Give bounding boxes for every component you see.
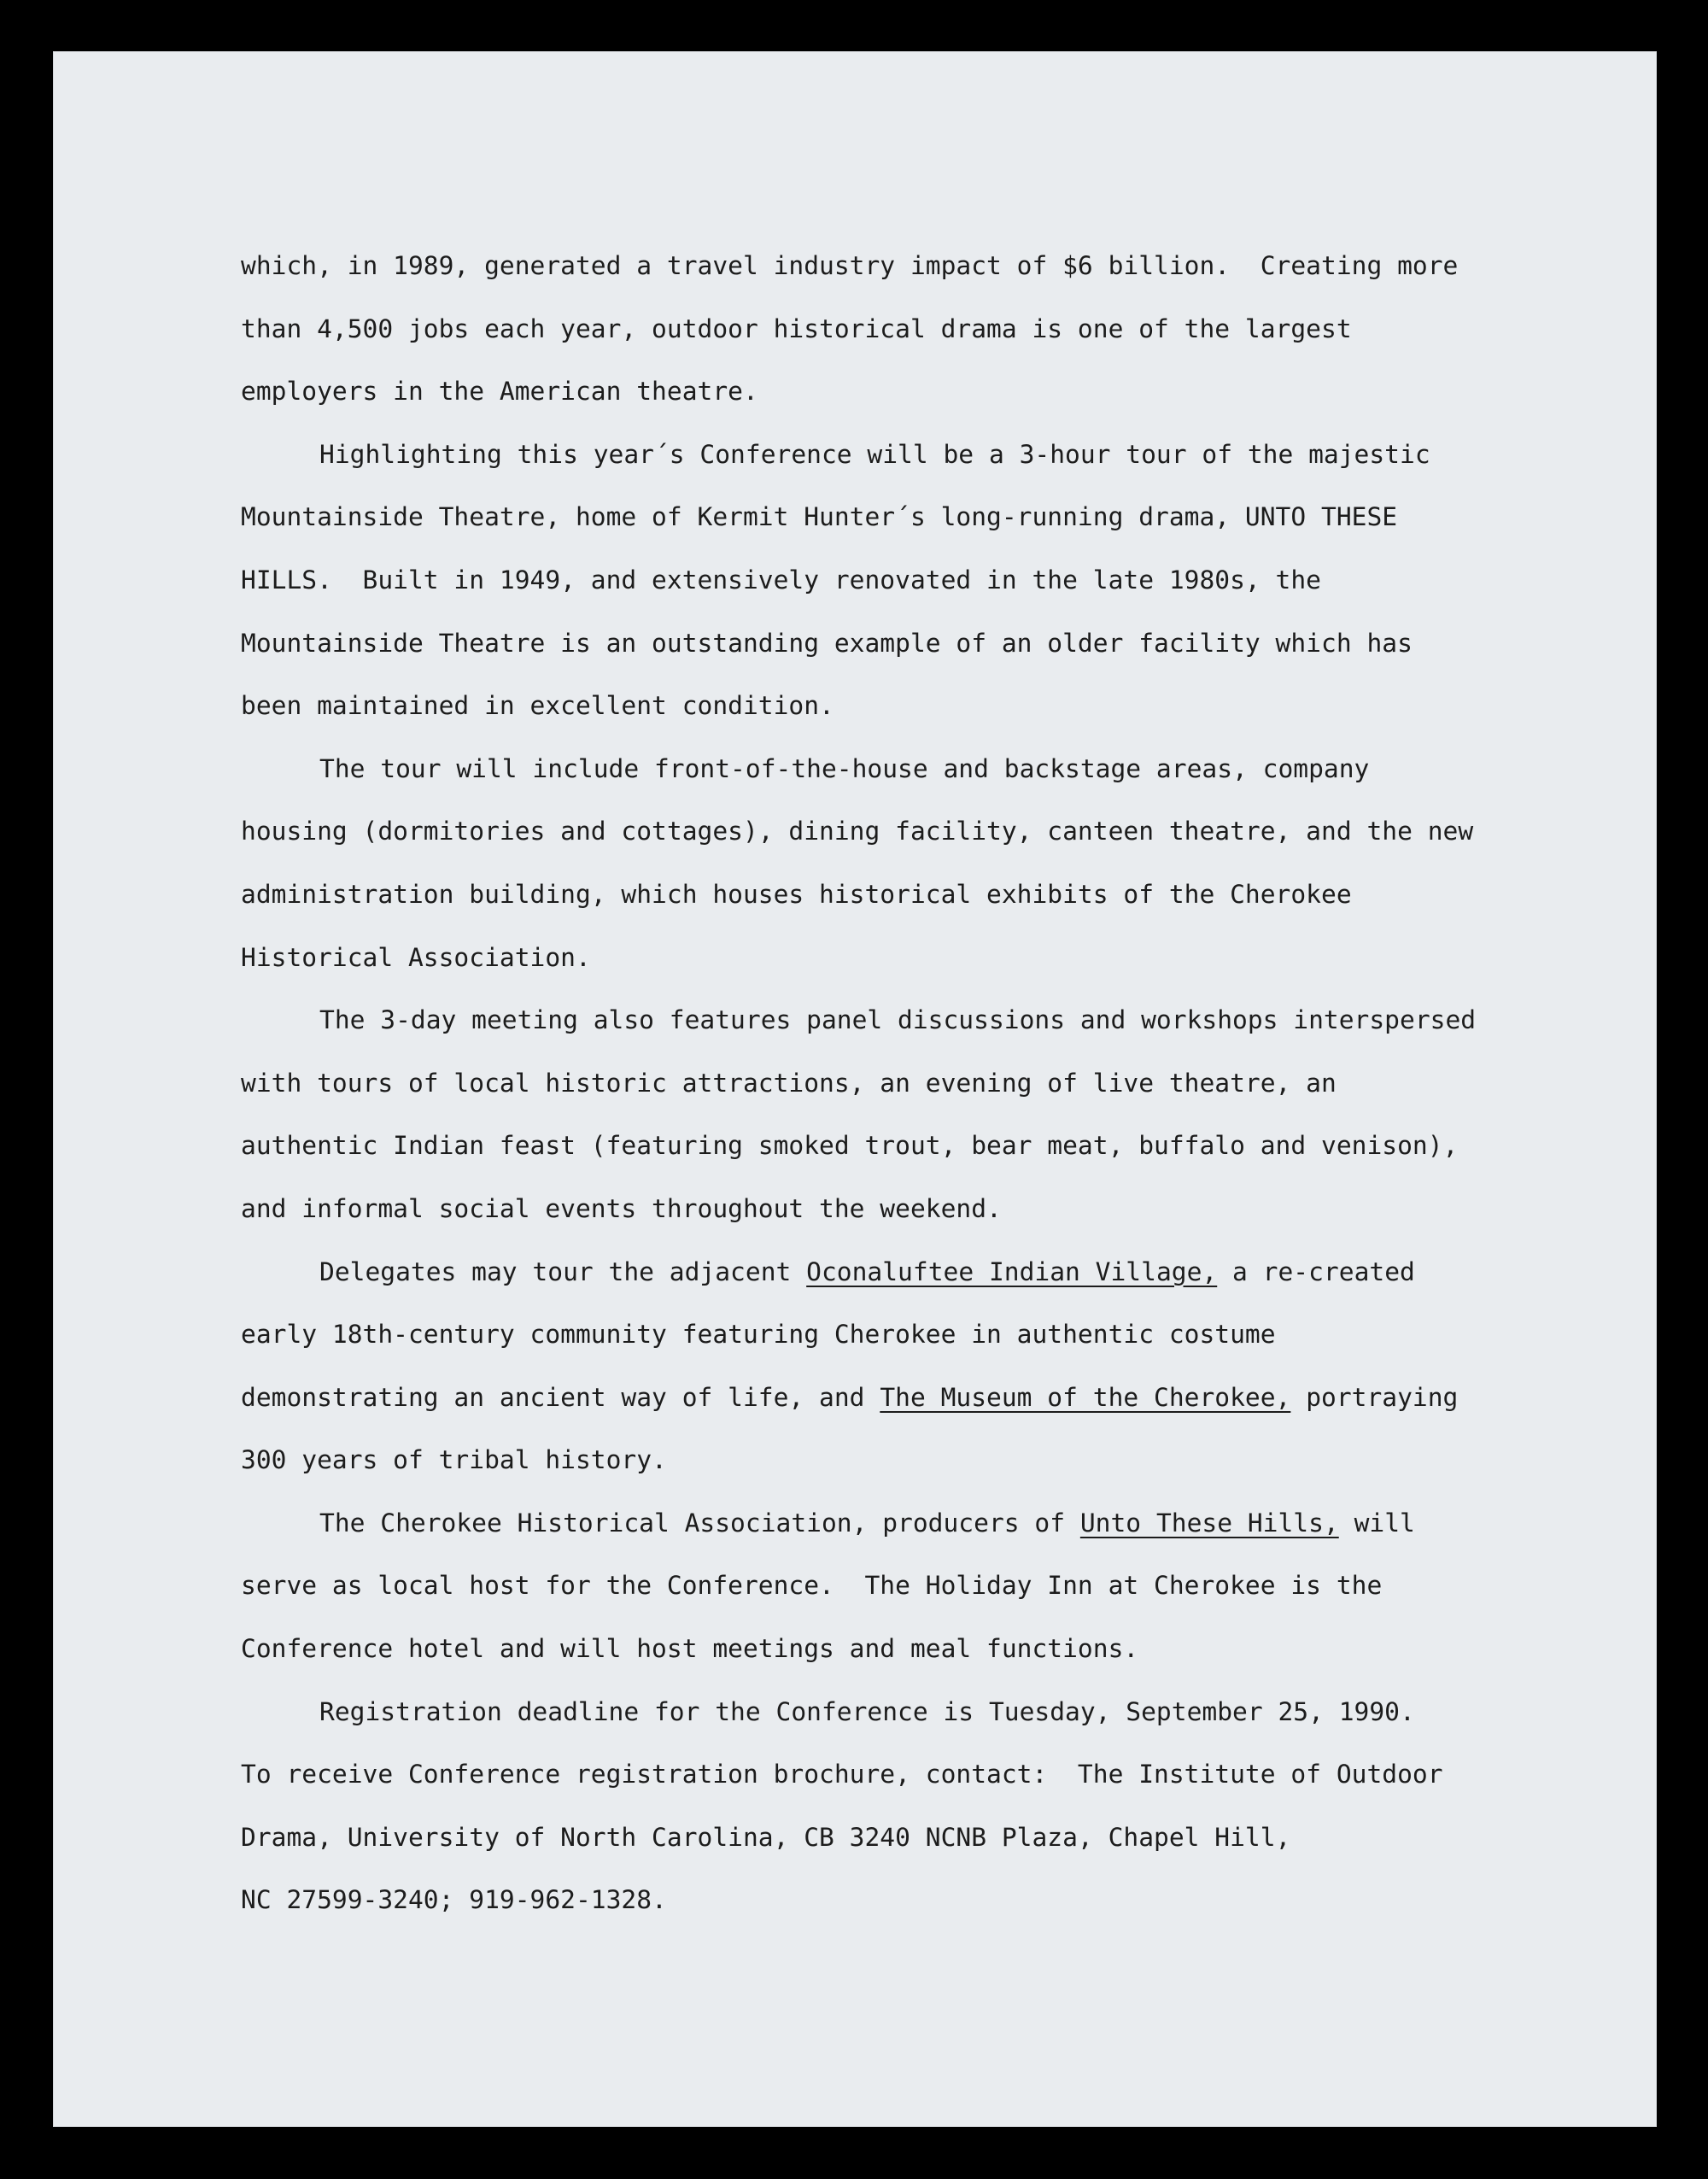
text-line xyxy=(241,1178,1573,1241)
text-line xyxy=(241,1743,1573,1807)
text-segment: HILLS. Built in 1949, and extensively renovated in the late 1980s, the xyxy=(241,565,1322,595)
text-segment: authentic Indian feast (featuring smoked trout, bear meat, buffalo and venison), xyxy=(241,1131,1459,1161)
text-line xyxy=(241,424,1573,487)
text-line xyxy=(241,800,1573,864)
text-segment: which, in 1989, generated a travel industry impact of $6 billion. Creating more xyxy=(241,251,1459,280)
text-segment: been maintained in excellent condition. xyxy=(241,691,834,721)
text-segment: Historical Association. xyxy=(241,942,591,972)
document-page xyxy=(53,51,1657,2127)
text-segment: Highlighting this year´s Conference will be a 3-hour tour of the majestic xyxy=(319,439,1430,469)
text-segment: with tours of local historic attractions, an evening of live theatre, an xyxy=(241,1068,1337,1098)
text-segment: The tour will include front-of-the-house and backstage areas, company xyxy=(319,753,1370,783)
text-line xyxy=(241,864,1573,927)
underlined-title: Oconaluftee Indian Village, xyxy=(806,1256,1218,1286)
document-body xyxy=(241,235,1573,1932)
text-segment: a re-created xyxy=(1217,1256,1415,1286)
text-line xyxy=(241,1618,1573,1681)
text-line xyxy=(241,1429,1573,1492)
text-line xyxy=(241,1807,1573,1870)
text-line xyxy=(241,1869,1573,1932)
text-line xyxy=(241,1555,1573,1618)
text-line xyxy=(241,298,1573,361)
text-line xyxy=(241,927,1573,990)
text-segment: Conference hotel and will host meetings and meal functions. xyxy=(241,1634,1139,1664)
text-line xyxy=(241,235,1573,298)
text-segment: housing (dormitories and cottages), dining facility, canteen theatre, and the new xyxy=(241,817,1474,846)
text-segment: NC 27599-3240; 919-962-1328. xyxy=(241,1885,667,1915)
text-segment: serve as local host for the Conference. The Holiday Inn at Cherokee is the xyxy=(241,1571,1383,1601)
underlined-title: The Museum of the Cherokee, xyxy=(880,1382,1291,1412)
text-segment: Mountainside Theatre, home of Kermit Hunter´s long-running drama, UNTO THESE xyxy=(241,502,1398,532)
text-segment: administration building, which houses historical exhibits of the Cherokee xyxy=(241,879,1352,909)
text-segment: To receive Conference registration brochure, contact: The Institute of Outdoor xyxy=(241,1760,1443,1789)
text-line xyxy=(241,1241,1573,1304)
text-segment: Registration deadline for the Conference is Tuesday, September 25, 1990. xyxy=(319,1696,1415,1726)
text-segment: The 3-day meeting also features panel discussions and workshops interspersed xyxy=(319,1005,1477,1035)
text-segment: Mountainside Theatre is an outstanding example of an older facility which has xyxy=(241,628,1413,658)
text-line xyxy=(241,675,1573,738)
text-line xyxy=(241,1303,1573,1367)
text-segment: will xyxy=(1338,1508,1415,1538)
text-segment: demonstrating an ancient way of life, and xyxy=(241,1382,880,1412)
text-line xyxy=(241,1115,1573,1178)
text-segment: employers in the American theatre. xyxy=(241,377,758,407)
text-line xyxy=(241,1492,1573,1555)
text-segment: early 18th-century community featuring Cherokee in authentic costume xyxy=(241,1320,1276,1350)
underlined-title: Unto These Hills, xyxy=(1079,1508,1339,1538)
text-line xyxy=(241,612,1573,676)
text-line xyxy=(241,549,1573,612)
text-segment: than 4,500 jobs each year, outdoor historical drama is one of the largest xyxy=(241,313,1352,343)
text-segment: The Cherokee Historical Association, producers of xyxy=(319,1508,1080,1538)
text-line xyxy=(241,1367,1573,1430)
text-segment: portraying xyxy=(1290,1382,1459,1412)
text-line xyxy=(241,989,1573,1052)
text-line xyxy=(241,486,1573,549)
text-segment: and informal social events throughout the weekend. xyxy=(241,1193,1002,1223)
text-line xyxy=(241,1681,1573,1744)
text-segment: Drama, University of North Carolina, CB 3240 NCNB Plaza, Chapel Hill, xyxy=(241,1822,1291,1852)
text-line xyxy=(241,738,1573,801)
text-segment: Delegates may tour the adjacent xyxy=(319,1256,807,1286)
text-line xyxy=(241,1052,1573,1116)
text-segment: 300 years of tribal history. xyxy=(241,1445,667,1475)
text-line xyxy=(241,360,1573,424)
